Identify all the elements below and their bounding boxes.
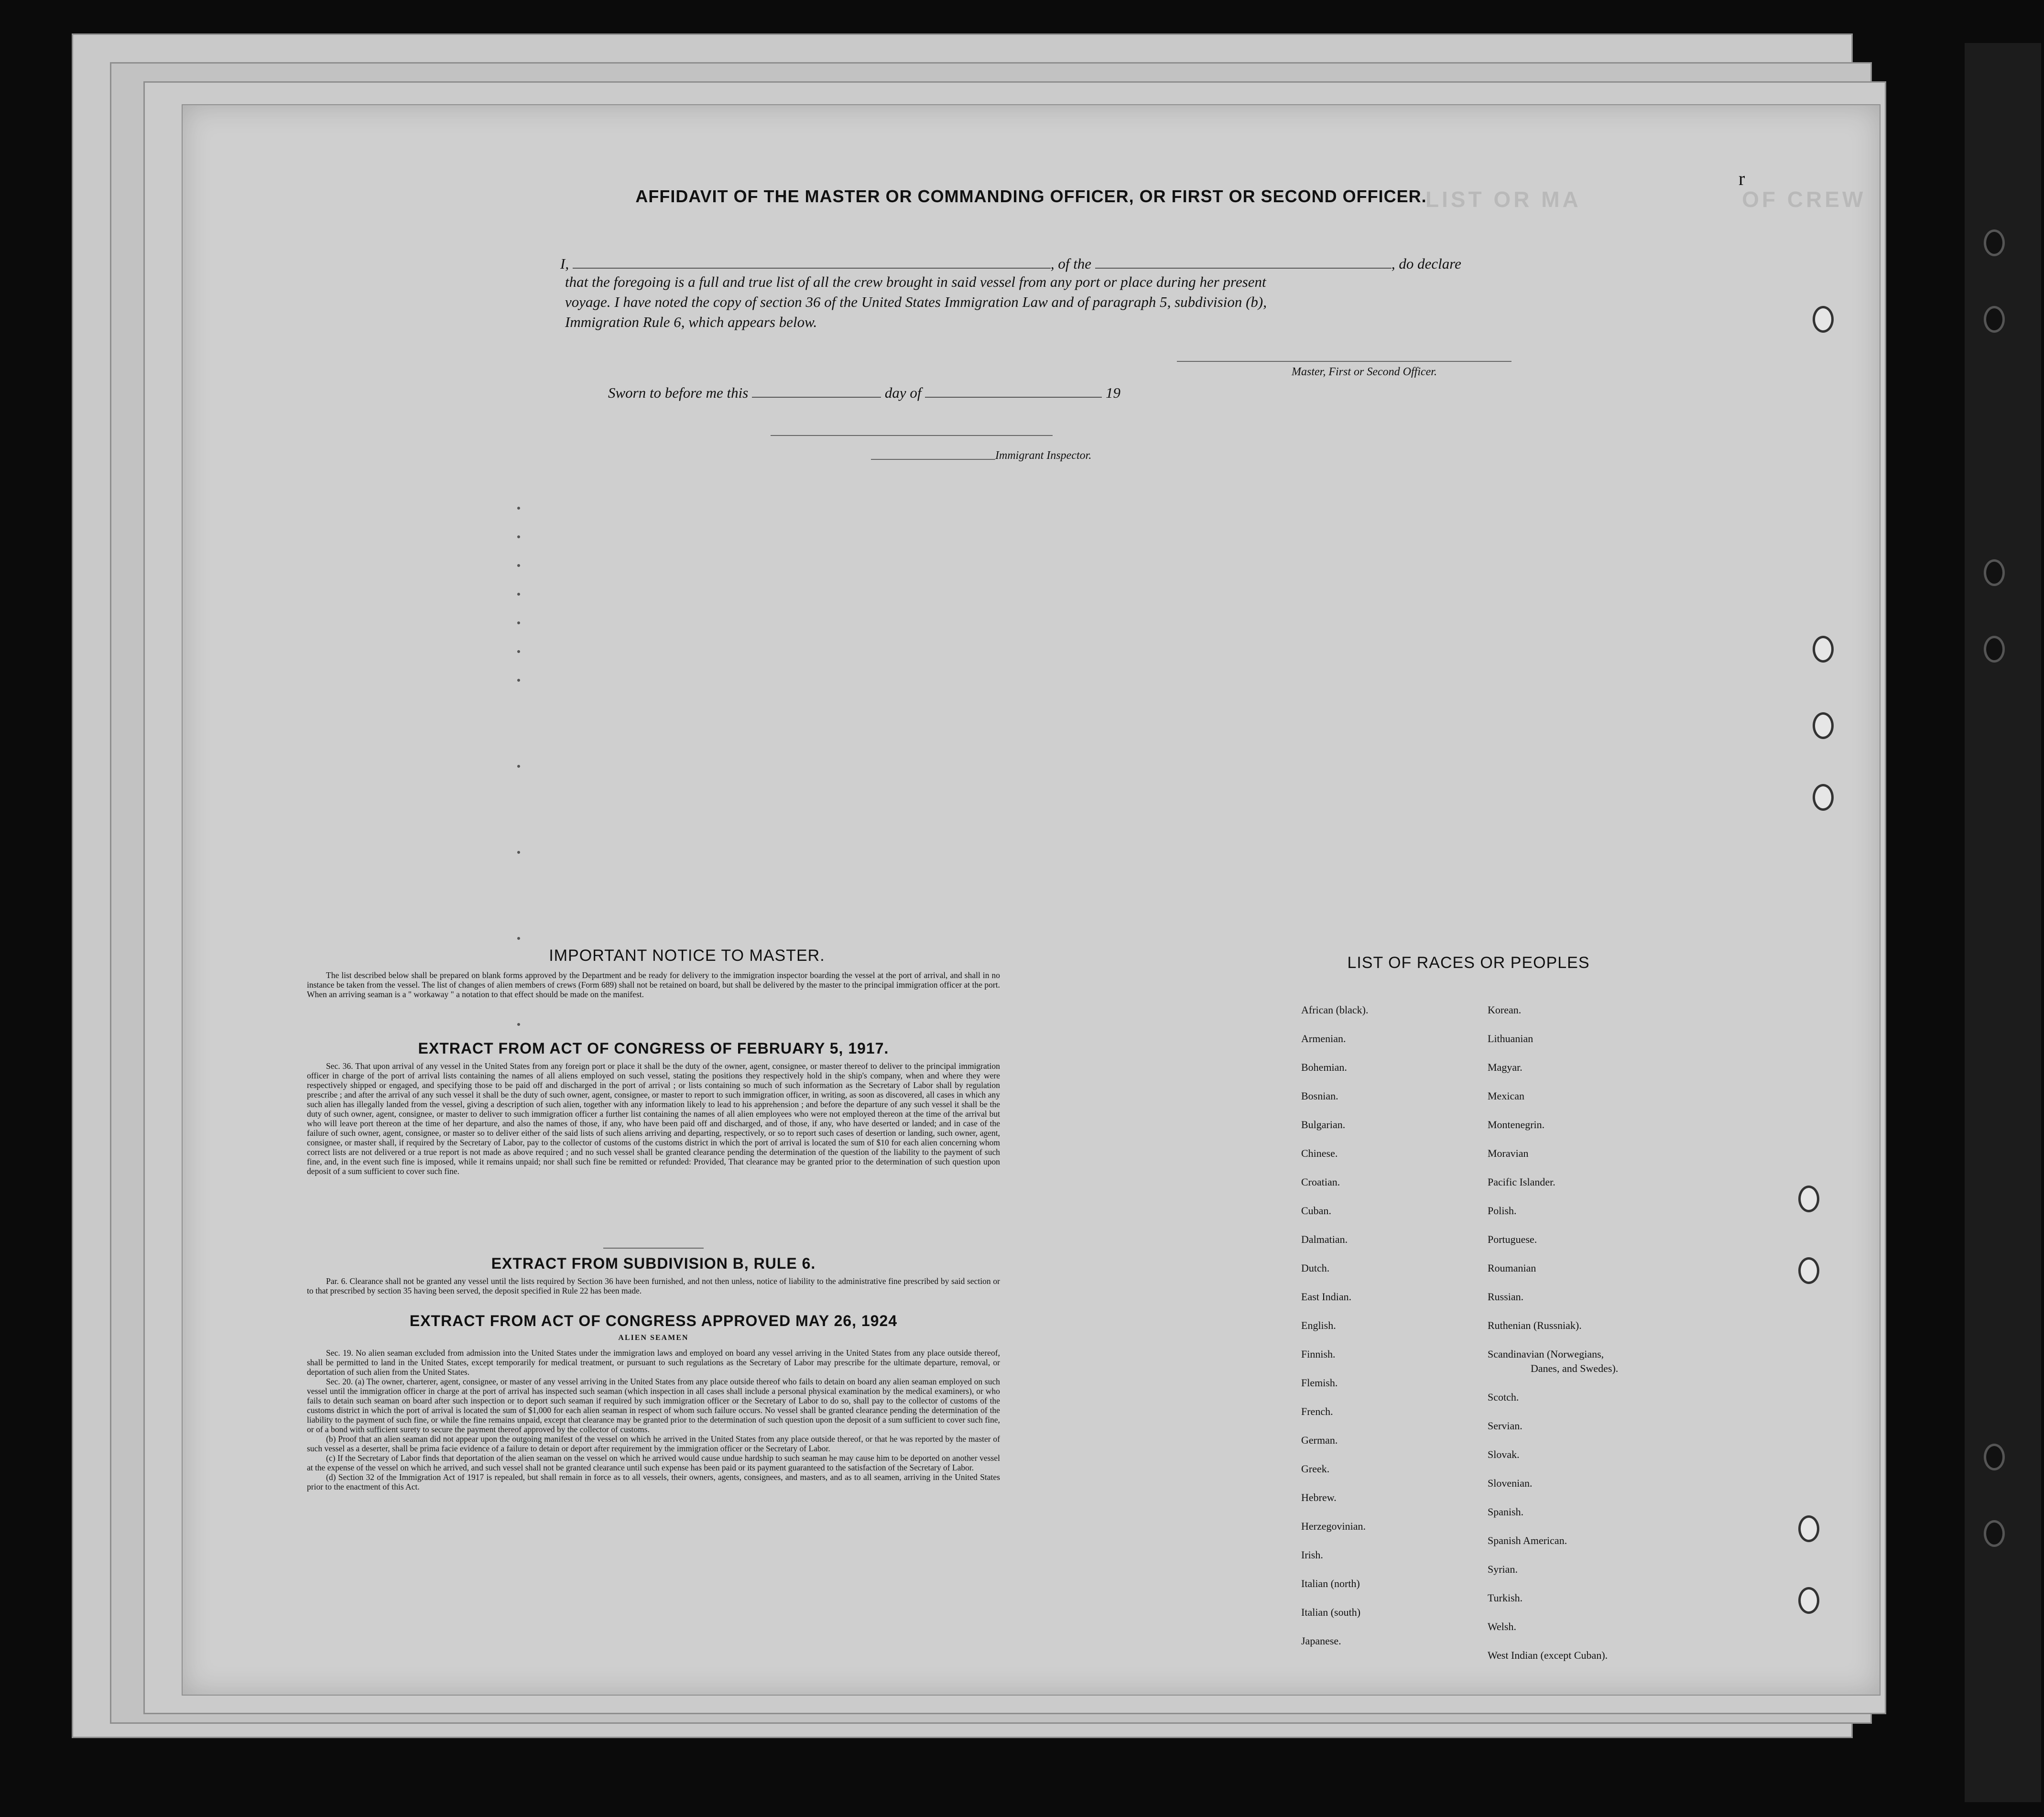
sworn-year-prefix: 19 — [1105, 384, 1120, 401]
races-title: LIST OF RACES OR PEOPLES — [1347, 954, 1590, 972]
race-item: Spanish American. — [1488, 1534, 1567, 1546]
binder-hole-icon — [1984, 636, 2005, 663]
race-item: French. — [1301, 1405, 1333, 1417]
declaration-line-3: voyage. I have noted the copy of section 36 of the United States Immigration Law and of paragraph 5, subdivision (b), — [565, 294, 1267, 310]
race-item: Danes, and Swedes). — [1531, 1362, 1619, 1374]
sworn-day-field[interactable] — [752, 382, 881, 398]
race-item: Korean. — [1488, 1004, 1522, 1016]
race-item: Servian. — [1488, 1420, 1522, 1432]
race-item: Italian (north) — [1301, 1578, 1360, 1589]
race-item: Bulgarian. — [1301, 1119, 1346, 1131]
show-through-header: LIST OR MA OF CREW — [1425, 187, 1866, 212]
race-item: German. — [1301, 1434, 1338, 1446]
race-item: Dutch. — [1301, 1262, 1330, 1274]
race-item: Irish. — [1301, 1549, 1323, 1561]
sworn-line — [608, 382, 1564, 402]
race-item: Croatian. — [1301, 1176, 1340, 1188]
list-marker — [517, 937, 520, 940]
race-item: African (black). — [1301, 1004, 1369, 1016]
race-item: Montenegrin. — [1488, 1119, 1545, 1131]
punch-hole-icon — [1798, 1587, 1819, 1614]
extract-1924-paragraph: (d) Section 32 of the Immigration Act of 1917 is repealed, but shall remain in force as to all vessels, their owners, agents, consignees, and masters, and as to all seamen, arriving in the United States prior to the enactment of this Act. — [307, 1472, 1000, 1491]
punch-hole-icon — [1798, 1186, 1819, 1212]
race-item: Slovenian. — [1488, 1477, 1533, 1489]
vessel-field[interactable] — [1095, 253, 1392, 269]
name-field[interactable] — [573, 253, 1051, 269]
extract-1924-paragraph: Sec. 19. No alien seaman excluded from admission into the United States under the immigration laws and employed on board any vessel arriving in the United States from any place outside thereof, shall be permitted to land in the United States, except temporarily for medical treatment, or pursuant to such regulations as the Secretary of Labor may prescribe for the ultimate departure, removal, or deportation of such alien from the United States. — [307, 1348, 1000, 1377]
race-item: Finnish. — [1301, 1348, 1336, 1360]
master-signature-label: Master, First or Second Officer. — [1292, 366, 1437, 378]
race-item: Magyar. — [1488, 1061, 1522, 1073]
race-item: Ruthenian (Russniak). — [1488, 1319, 1582, 1331]
declaration-line-4: Immigration Rule 6, which appears below. — [565, 314, 817, 330]
list-marker — [517, 851, 520, 854]
race-item: Lithuanian — [1488, 1033, 1533, 1045]
sworn-month-field[interactable] — [925, 382, 1102, 398]
sworn-day-of: day of — [884, 384, 922, 401]
race-item: Mexican — [1488, 1090, 1524, 1102]
race-item: Herzegovinian. — [1301, 1520, 1366, 1532]
notice-text: The list described below shall be prepared on blank forms approved by the Department and be ready for delivery to the immigration inspector boarding the vessel at the port of arrival, and shall in no instance be taken from the vessel. The list of changes of alien members of crews (Form 689) shall not be retained on board, but shall be delivered by the master to the principal immigration officer at the port. When an arriving seaman is a " workaway " a notation to that effect should be made on the manifest. — [307, 970, 1000, 999]
extract-1924-paragraph: Sec. 20. (a) The owner, charterer, agent, consignee, or master of any vessel arriving in the United States from any place outside thereof who fails to detain on board any alien seaman employed on such vessel until the immigration officer in charge at the port of arrival has inspected such seaman (which inspection in all cases shall include a personal physical examination by the medical examiners), or who fails to detain such seaman on board after such inspection or to deport such seaman if required by such immigration officer or the Secretary of Labor to do so, shall pay to the collector of customs of the customs district in which the port of arrival is located the sum of $1,000 for each alien seaman in respect of whom such failure occurs. No vessel shall be granted clearance pending the determination of the liability to the payment of such fine, or while the fine remains unpaid, except that clearance may be granted prior to the determination of such question upon the deposit of a sum sufficient to cover such fine, or of a bond with sufficient surety to secure the payment thereof approved by the collector of customs. — [307, 1377, 1000, 1434]
extract-1917-title: EXTRACT FROM ACT OF CONGRESS OF FEBRUARY 5, 1917. — [418, 1040, 889, 1057]
extract-rule6-text: Par. 6. Clearance shall not be granted any vessel until the lists required by Section 36 have been furnished, and not then unless, notice of liability to the administrative fine prescribed by said section or to that prescribed by section 35 having been served, the deposit specified in Rule 22 has been made. — [307, 1276, 1000, 1295]
list-marker — [517, 650, 520, 653]
punch-hole-icon — [1798, 1257, 1819, 1284]
punch-hole-icon — [1813, 306, 1834, 333]
declaration-line-2: that the foregoing is a full and true list of all the crew brought in said vessel from any port or place during her present — [565, 273, 1266, 290]
extract-1924-paragraph: (c) If the Secretary of Labor finds that deportation of the alien seaman on the vessel on which he arrived would cause undue hardship to such seaman he may cause him to be deported on another vessel at the expense of the vessel on which he arrived, and such vessel shall not be granted clearance until such expense has been paid or its payment guaranteed to the satisfaction of the Secretary of Labor. — [307, 1453, 1000, 1472]
master-signature-field[interactable] — [1177, 361, 1511, 362]
binder-hole-icon — [1984, 1444, 2005, 1470]
race-item: Roumanian — [1488, 1262, 1536, 1274]
list-marker — [517, 507, 520, 510]
declaration-line-1 — [560, 253, 1707, 272]
race-item: Armenian. — [1301, 1033, 1346, 1045]
inspector-label: Immigrant Inspector. — [995, 449, 1092, 462]
race-item: Scandinavian (Norwegians, — [1488, 1348, 1604, 1360]
list-marker — [517, 593, 520, 596]
race-item: Portuguese. — [1488, 1233, 1537, 1245]
extract-rule6-title: EXTRACT FROM SUBDIVISION B, RULE 6. — [491, 1255, 816, 1272]
binder-hole-icon — [1984, 1520, 2005, 1547]
race-item: Japanese. — [1301, 1635, 1341, 1647]
punch-hole-icon — [1798, 1515, 1819, 1542]
race-item: Cuban. — [1301, 1205, 1331, 1217]
affidavit-title: AFFIDAVIT OF THE MASTER OR COMMANDING OFFICER, OR FIRST OR SECOND OFFICER. — [635, 186, 1427, 206]
list-marker — [517, 1023, 520, 1026]
sworn-label: Sworn to before me this — [608, 384, 749, 401]
extract-1924-subtitle: ALIEN SEAMEN — [618, 1334, 689, 1342]
race-item: Hebrew. — [1301, 1491, 1337, 1503]
race-item: Polish. — [1488, 1205, 1517, 1217]
race-item: East Indian. — [1301, 1291, 1352, 1303]
punch-hole-icon — [1813, 712, 1834, 739]
binder-hole-icon — [1984, 306, 2005, 333]
declaration-of-the: , of the — [1050, 255, 1092, 272]
race-item: Syrian. — [1488, 1563, 1518, 1575]
race-item: Slovak. — [1488, 1448, 1520, 1460]
extract-1917-text: Sec. 36. That upon arrival of any vessel in the United States from any foreign port or place it shall be the duty of the owner, agent, consignee, or master thereof to deliver to the principal immigration officer in charge of the port of arrival lists containing the names of all aliens employed on such vessel, stating the positions they respectively hold in the ship's company, when and where they were respectively shipped or engaged, and specifying those to be paid off and discharged in the port of arrival ; or lists containing so much of such information as the Secretary of Labor shall by regulation prescribe ; and after the arrival of any such vessel it shall be the duty of such owner, agent, consignee, or master to report to such immigration officer, in writing, as soon as discovered, all cases in which any such alien has illegally landed from the vessel, giving a description of such alien, together with any information likely to lead to his apprehension ; and before the departure of any such vessel it shall be the duty of such owner, agent, consignee, or master to deliver to such immigration officer a further list containing the names of all alien employees who were not employed thereon at the time of the arrival but who will leave port thereon at the time of her departure, and also the names of those, if any, who have been paid off and discharged, and of those, if any, who have deserted or landed; and in case of the failure of such owner, agent, consignee, or master so to deliver either of the said lists of such aliens arriving and departing, respectively, or so to report such cases of desertion or landing, such owner, agent, consignee, or master shall, if required by the Secretary of Labor, pay to the collector of customs of the customs district in which the port of arrival is located the sum of $10 for each alien concerning whom correct lists are not delivered or a true report is not made as above required ; and no such vessel shall be granted clearance pending the determination of the question of the liability to the payment of such fine, and, in the event such fine is imposed, while it remains unpaid; nor shall such fine be remitted or refunded: Provided, That clearance may be granted prior to the determination of such question upon deposit of a sum sufficient to cover such fine. — [307, 1061, 1000, 1176]
race-item: Bohemian. — [1301, 1061, 1347, 1073]
race-item: West Indian (except Cuban). — [1488, 1649, 1608, 1661]
race-item: Flemish. — [1301, 1377, 1338, 1389]
race-item: Chinese. — [1301, 1147, 1338, 1159]
race-item: Turkish. — [1488, 1592, 1523, 1604]
extract-1924-body — [307, 1348, 1000, 1491]
extract-1924-title: EXTRACT FROM ACT OF CONGRESS APPROVED MAY 26, 1924 — [409, 1312, 898, 1329]
divider — [603, 1248, 704, 1249]
race-item: Bosnian. — [1301, 1090, 1338, 1102]
race-item: Pacific Islander. — [1488, 1176, 1555, 1188]
binder-hole-icon — [1984, 559, 2005, 586]
list-marker — [517, 564, 520, 567]
list-marker — [517, 535, 520, 538]
list-marker — [517, 765, 520, 768]
stray-mark: r — [1739, 168, 1745, 189]
declaration-i: I, — [560, 255, 569, 272]
notice-title: IMPORTANT NOTICE TO MASTER. — [549, 947, 825, 965]
race-item: Italian (south) — [1301, 1606, 1361, 1618]
extract-1924-paragraph: (b) Proof that an alien seaman did not appear upon the outgoing manifest of the vessel on which he arrived in the United States from any place outside thereof, or that he was reported by the master of such vessel as a deserter, shall be prima facie evidence of a failure to detain or deport after requirement by the immigration officer or the Secretary of Labor. — [307, 1434, 1000, 1453]
race-item: Russian. — [1488, 1291, 1524, 1303]
list-marker — [517, 621, 520, 624]
punch-hole-icon — [1813, 636, 1834, 663]
race-item: Greek. — [1301, 1463, 1330, 1475]
form-page — [182, 104, 1881, 1696]
race-item: Scotch. — [1488, 1391, 1519, 1403]
inspector-signature-field[interactable] — [871, 459, 995, 460]
race-item: Welsh. — [1488, 1621, 1516, 1632]
race-item: English. — [1301, 1319, 1336, 1331]
list-marker — [517, 679, 520, 682]
binder-hole-icon — [1984, 229, 2005, 256]
race-item: Spanish. — [1488, 1506, 1524, 1518]
punch-hole-icon — [1813, 784, 1834, 811]
inspector-signature-field-top[interactable] — [771, 435, 1053, 436]
declaration-do-declare: , do declare — [1391, 255, 1461, 272]
race-item: Dalmatian. — [1301, 1233, 1348, 1245]
race-item: Moravian — [1488, 1147, 1529, 1159]
